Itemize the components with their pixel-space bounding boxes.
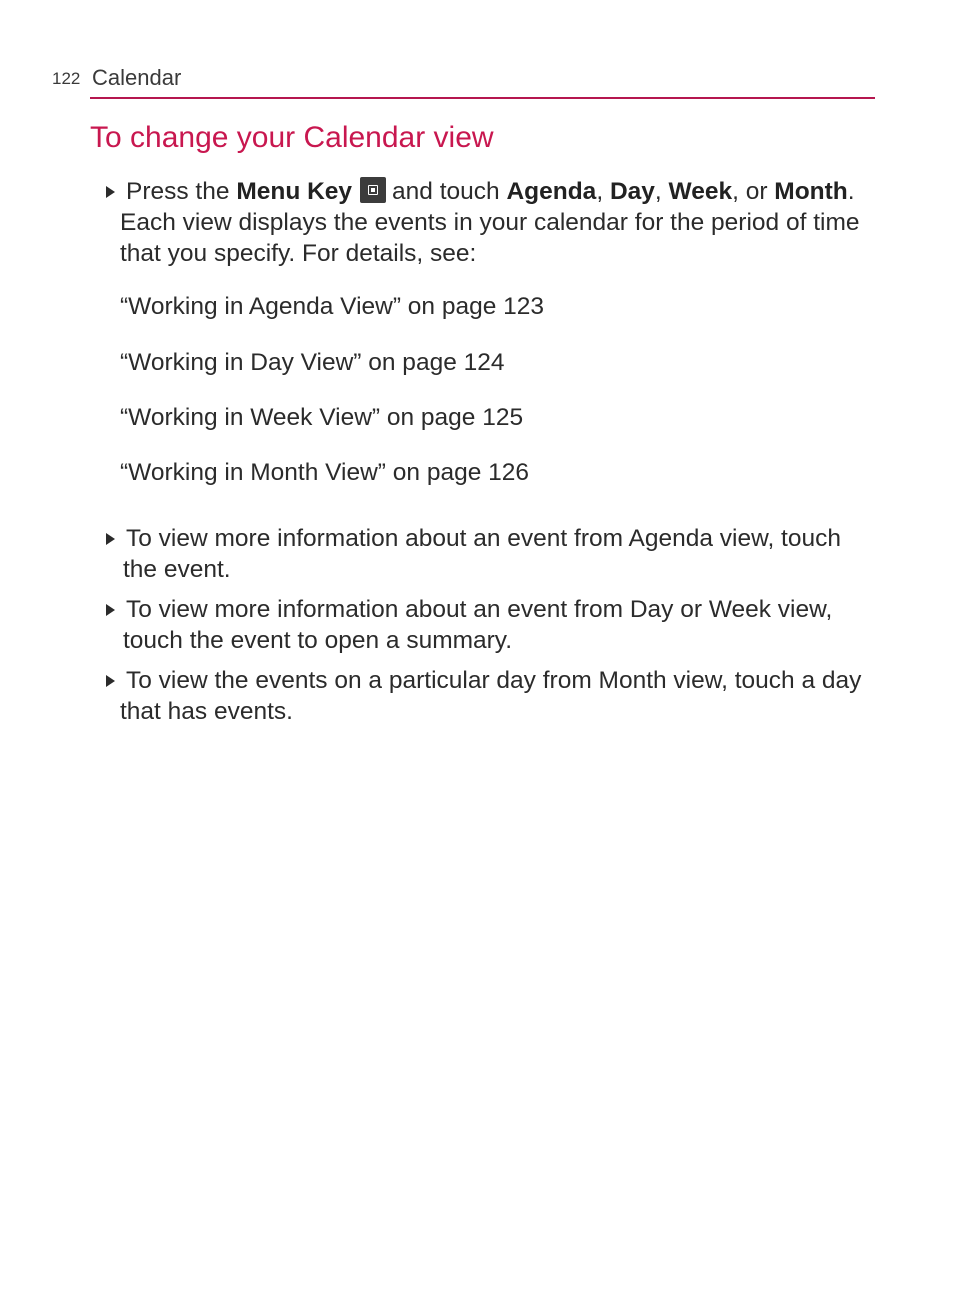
reference-month-view: “Working in Month View” on page 126 <box>120 459 530 486</box>
text-span: and touch <box>392 178 507 205</box>
month-label: Month <box>774 178 848 205</box>
text-span: , <box>596 178 610 205</box>
bullet-line: that you specify. For details, see: <box>120 240 477 267</box>
agenda-label: Agenda <box>506 178 597 205</box>
text-span: Press the <box>126 178 237 205</box>
header-divider <box>90 97 875 99</box>
text-span: . <box>847 178 855 205</box>
bullet-line <box>106 176 876 207</box>
menu-key-label: Menu Key <box>236 178 353 205</box>
bullet-item-change-view <box>106 176 876 269</box>
bullet-line: To view more information about an event from Day or Week view, <box>126 596 833 623</box>
bullet-line: To view the events on a particular day from Month view, touch a day <box>126 667 862 694</box>
page-header <box>52 64 875 98</box>
reference-agenda-view: “Working in Agenda View” on page 123 <box>120 293 545 320</box>
menu-key-icon <box>360 177 386 203</box>
reference-day-view: “Working in Day View” on page 124 <box>120 349 505 376</box>
text-span: , or <box>732 178 775 205</box>
bullet-item-day-week-info <box>106 594 876 656</box>
section-title: To change your Calendar view <box>90 121 494 154</box>
triangle-right-icon <box>106 533 115 545</box>
bullet-line: Each view displays the events in your calendar for the period of time <box>120 209 860 236</box>
bullet-line: To view more information about an event from Agenda view, touch <box>126 525 841 552</box>
triangle-right-icon <box>106 675 115 687</box>
day-label: Day <box>609 178 655 205</box>
text-span: , <box>654 178 669 205</box>
bullet-item-month-day <box>106 665 876 727</box>
week-label: Week <box>668 178 733 205</box>
bullet-line: the event. <box>123 556 231 583</box>
page-number: 122 <box>52 69 81 88</box>
triangle-right-icon <box>106 604 115 616</box>
triangle-right-icon <box>106 186 115 198</box>
bullet-line: that has events. <box>120 698 293 725</box>
bullet-item-agenda-info <box>106 523 876 585</box>
bullet-line: touch the event to open a summary. <box>123 627 513 654</box>
reference-week-view: “Working in Week View” on page 125 <box>120 404 524 431</box>
section-name: Calendar <box>92 65 182 90</box>
